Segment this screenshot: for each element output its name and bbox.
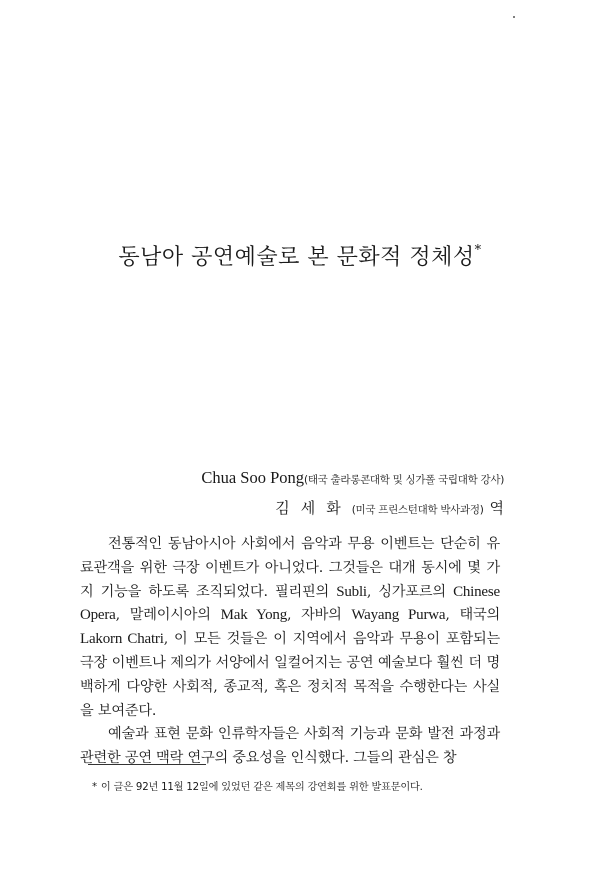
term-wayang-purwa: Wayang Purwa [351,607,446,624]
title-text: 동남아 공연예술로 본 문화적 정체성 [118,245,475,270]
scan-speck [513,16,515,18]
term-mak-yong: Mak Yong [220,607,287,624]
term-subli: Subli [336,583,367,600]
footnote [92,778,502,793]
translator-name: 김세화 [275,499,352,517]
p1-segment: , 싱가포르의 [366,583,454,600]
translator-line [201,494,504,524]
p1-segment: , 이 모든 것들은 이 지역에서 음악과 무용이 포함되는 극장 이벤트나 제의가 서양에서 일컬어지는 공연 예술보다 훨씬 더 명백하게 다양한 사회적, 종교적, 혹은 정치적 목적을 수행한다는 사실을 보여준다. [80,631,500,719]
footnote-text: 이 글은 92년 11월 12일에 있었던 같은 제목의 강연회를 위한 발표문이다. [100,782,423,793]
p1-segment: 전통적인 동남아시아 사회에서 음악과 무용 이벤트는 단순히 유료관객을 위한 극장 이벤트가 아니었다. 그것들은 대개 동시에 몇 가지 기능을 하도록 조직되었다. 필리핀의 [80,536,500,600]
translator-affiliation: (미국 프린스턴대학 박사과정) [351,504,484,516]
title-footnote-marker: * [474,242,482,258]
author-line [201,464,504,494]
body-text [80,533,500,771]
translator-role: 역 [489,499,504,517]
author-name: Chua Soo Pong [201,468,305,487]
byline [201,464,504,524]
author-affiliation: (태국 출라롱콘대학 및 싱가폴 국립대학 강사) [304,474,504,486]
paragraph-1 [80,533,500,723]
p1-segment: , 태국의 [445,607,500,624]
term-lakorn-chatri: Lakorn Chatri [80,631,164,648]
footnote-divider [88,764,206,765]
paragraph-2: 예술과 표현 문화 인류학자들은 사회적 기능과 문화 발전 과정과 관련한 공연 맥락 연구의 중요성을 인식했다. 그들의 관심은 창 [80,726,500,767]
term-chinese-opera: Chinese Opera [80,583,500,624]
p1-segment: , 자바의 [287,607,352,624]
footnote-marker: * [92,782,97,793]
p1-segment: , 말레이시아의 [115,607,221,624]
article-title [0,240,600,271]
